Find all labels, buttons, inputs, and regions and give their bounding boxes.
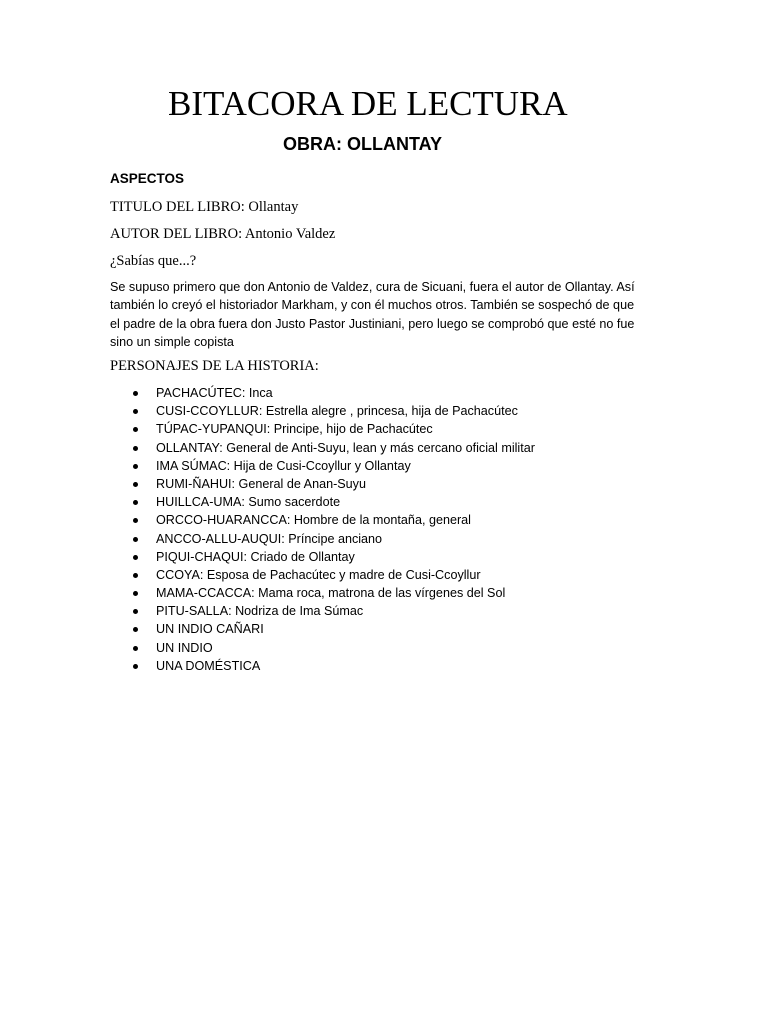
character-text: UNA DOMÉSTICA xyxy=(156,658,261,673)
bullet-icon xyxy=(133,609,138,614)
character-item xyxy=(110,530,535,548)
character-text: OLLANTAY: General de Anti-Suyu, lean y más cercano oficial militar xyxy=(156,440,535,455)
character-text: ANCCO-ALLU-AUQUI: Príncipe anciano xyxy=(156,531,383,546)
bullet-icon xyxy=(133,391,138,396)
character-item xyxy=(110,566,535,584)
bullet-icon xyxy=(133,518,138,523)
book-author-line: AUTOR DEL LIBRO: Antonio Valdez xyxy=(110,226,336,242)
section-label-aspectos: ASPECTOS xyxy=(110,171,185,186)
character-text: ORCCO-HUARANCCA: Hombre de la montaña, general xyxy=(156,513,471,528)
characters-heading: PERSONAJES DE LA HISTORIA: xyxy=(110,358,319,374)
character-text: CCOYA: Esposa de Pachacútec y madre de Cusi-Ccoyllur xyxy=(156,567,481,582)
bullet-icon xyxy=(133,464,138,469)
character-text: UN INDIO xyxy=(156,640,213,655)
character-item xyxy=(110,620,535,638)
authorship-paragraph xyxy=(110,278,670,351)
bullet-icon xyxy=(133,627,138,632)
bullet-icon xyxy=(133,409,138,414)
character-item xyxy=(110,548,535,566)
character-text: PIQUI-CHAQUI: Criado de Ollantay xyxy=(156,549,355,564)
bullet-icon xyxy=(133,446,138,451)
bullet-icon xyxy=(133,591,138,596)
did-you-know-line: ¿Sabías que...? xyxy=(110,253,197,269)
character-item xyxy=(110,639,535,657)
bullet-icon xyxy=(133,573,138,578)
character-item xyxy=(110,475,535,493)
bullet-icon xyxy=(133,500,138,505)
work-subtitle: OBRA: OLLANTAY xyxy=(283,134,442,154)
bullet-icon xyxy=(133,664,138,669)
character-item xyxy=(110,602,535,620)
character-item xyxy=(110,493,535,511)
character-item xyxy=(110,584,535,602)
document-title: BITACORA DE LECTURA xyxy=(168,84,568,123)
bullet-icon xyxy=(133,427,138,432)
character-text: HUILLCA-UMA: Sumo sacerdote xyxy=(156,495,341,510)
character-list xyxy=(110,384,535,675)
paragraph-line: Se supuso primero que don Antonio de Valdez, cura de Sicuani, fuera el autor de Ollantay. Así xyxy=(110,280,635,294)
character-item xyxy=(110,384,535,402)
bullet-icon xyxy=(133,646,138,651)
character-item xyxy=(110,457,535,475)
book-title-line: TITULO DEL LIBRO: Ollantay xyxy=(110,199,299,215)
character-item xyxy=(110,511,535,529)
character-text: PITU-SALLA: Nodriza de Ima Súmac xyxy=(156,604,364,619)
bullet-icon xyxy=(133,537,138,542)
character-text: TÚPAC-YUPANQUI: Principe, hijo de Pachacútec xyxy=(156,422,433,437)
character-text: PACHACÚTEC: Inca xyxy=(156,386,273,400)
paragraph-line: también lo creyó el historiador Markham, y con él muchos otros. También se sospechó de que xyxy=(110,298,635,313)
character-item xyxy=(110,439,535,457)
paragraph-line: sino un simple copista xyxy=(110,334,234,349)
character-text: UN INDIO CAÑARI xyxy=(156,622,264,637)
bullet-icon xyxy=(133,555,138,560)
character-item xyxy=(110,402,535,420)
character-text: IMA SÚMAC: Hija de Cusi-Ccoyllur y Ollantay xyxy=(156,458,411,473)
character-item xyxy=(110,420,535,438)
character-text: MAMA-CCACCA: Mama roca, matrona de las vírgenes del Sol xyxy=(156,586,506,601)
character-item xyxy=(110,657,535,675)
paragraph-line: el padre de la obra fuera don Justo Pastor Justiniani, pero luego se comprobó que esté no fue xyxy=(110,316,635,331)
character-text: CUSI-CCOYLLUR: Estrella alegre , princesa, hija de Pachacútec xyxy=(156,404,518,419)
character-text: RUMI-ÑAHUI: General de Anan-Suyu xyxy=(156,476,366,491)
bullet-icon xyxy=(133,482,138,487)
